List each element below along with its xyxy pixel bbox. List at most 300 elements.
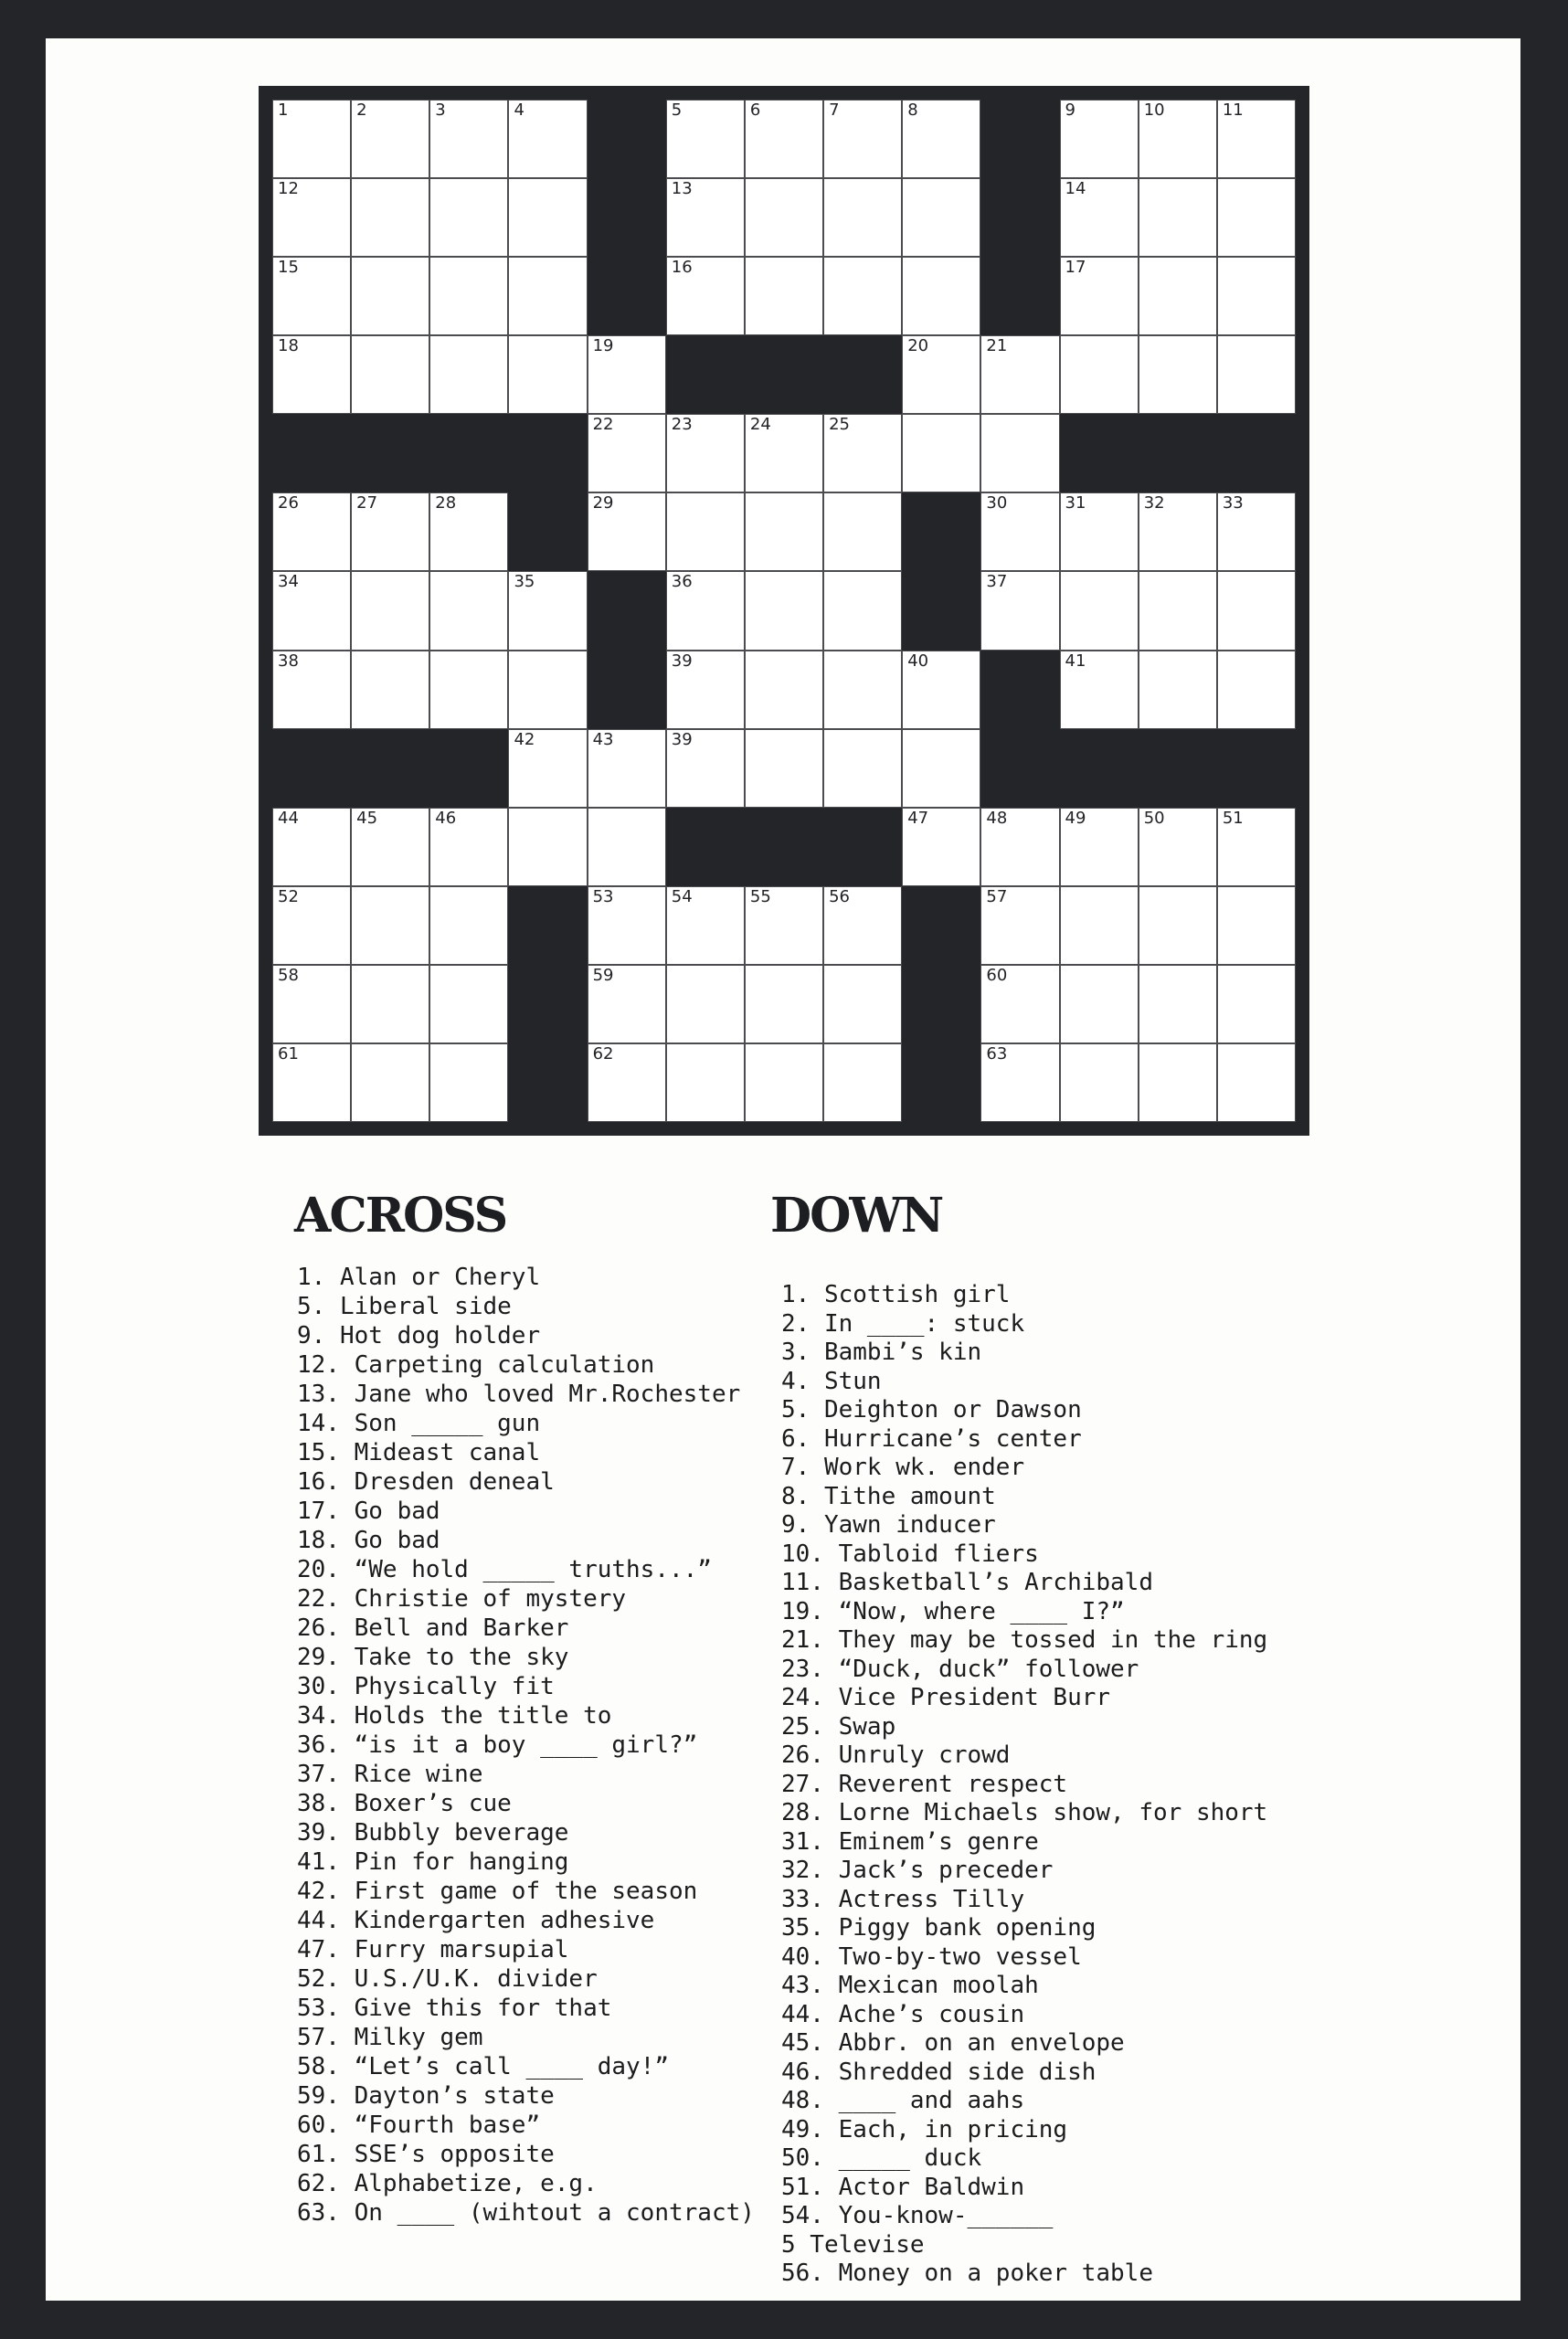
cell-number: 63 [986,1043,1008,1064]
grid-cell [588,571,666,650]
grid-cell[interactable] [666,571,745,650]
cell-number: 22 [592,415,614,435]
grid-cell[interactable] [1139,651,1217,729]
grid-cell[interactable] [1139,492,1217,571]
down-clue: 4. Stun [781,1367,882,1395]
down-clue: 19. “Now, where ____ I?” [781,1597,1125,1625]
cell-number: 4 [514,101,524,120]
cell-number: 53 [592,886,614,906]
grid-cell[interactable] [666,492,745,571]
grid-cell [745,335,823,414]
grid-cell[interactable] [745,965,823,1043]
grid-cell[interactable] [1139,178,1217,257]
down-clues-list [781,1281,1330,2289]
grid-cell [980,257,1059,335]
grid-cell[interactable] [351,335,429,414]
grid-cell[interactable] [823,257,902,335]
grid-cell[interactable] [823,729,902,808]
grid-cell[interactable] [508,335,587,414]
grid-cell [980,178,1059,257]
down-clue: 31. Eminem’s genre [781,1827,1039,1856]
grid-cell[interactable] [351,886,429,965]
grid-cell [588,257,666,335]
cell-number: 36 [671,572,693,592]
cell-number: 46 [435,808,457,828]
grid-cell[interactable] [1060,335,1139,414]
grid-cell [745,808,823,886]
cell-number: 35 [514,572,535,592]
cell-number: 39 [671,651,693,671]
across-clue: 30. Physically fit [297,1673,555,1700]
across-clue: 26. Bell and Barker [297,1614,569,1642]
across-clue: 18. Go bad [297,1527,440,1554]
grid-cell[interactable] [351,1043,429,1122]
cell-number: 10 [1143,101,1165,120]
grid-cell[interactable] [429,651,508,729]
grid-cell[interactable] [666,729,745,808]
grid-cell [666,808,745,886]
down-clue: 46. Shredded side dish [781,2058,1097,2086]
grid-cell [508,1043,587,1122]
grid-cell[interactable] [823,571,902,650]
cell-number: 41 [1065,651,1086,671]
grid-cell [980,729,1059,808]
grid-cell[interactable] [1139,808,1217,886]
cell-number: 17 [1065,258,1086,278]
grid-cell[interactable] [666,651,745,729]
grid-cell[interactable] [272,965,351,1043]
grid-cell[interactable] [980,492,1059,571]
crossword-grid-cells [272,100,1296,1122]
grid-cell [902,571,980,650]
grid-cell[interactable] [902,414,980,492]
grid-cell [902,965,980,1043]
grid-cell[interactable] [588,965,666,1043]
cell-number: 15 [278,258,299,278]
grid-cell[interactable] [508,257,587,335]
grid-cell[interactable] [902,100,980,178]
across-clue: 58. “Let’s call ____ day!” [297,2053,669,2080]
across-clue: 36. “is it a boy ____ girl?” [297,1731,698,1759]
down-clue: 40. Two-by-two vessel [781,1942,1082,1971]
grid-cell[interactable] [1217,335,1296,414]
across-clue: 37. Rice wine [297,1761,483,1788]
grid-cell[interactable] [1217,100,1296,178]
grid-cell [351,414,429,492]
grid-cell[interactable] [666,414,745,492]
grid-cell[interactable] [588,414,666,492]
grid-cell[interactable] [1139,886,1217,965]
cell-number: 62 [592,1043,614,1064]
grid-cell [666,335,745,414]
down-clue: 49. Each, in pricing [781,2115,1068,2143]
grid-cell[interactable] [1217,257,1296,335]
across-clue: 47. Furry marsupial [297,1936,569,1963]
grid-cell[interactable] [745,414,823,492]
grid-cell[interactable] [272,651,351,729]
grid-cell[interactable] [1217,651,1296,729]
grid-cell[interactable] [1060,100,1139,178]
grid-cell[interactable] [588,492,666,571]
across-clue: 14. Son _____ gun [297,1410,541,1437]
grid-cell[interactable] [745,729,823,808]
cell-number: 29 [592,493,614,513]
grid-cell[interactable] [745,492,823,571]
cell-number: 49 [1065,808,1086,828]
across-clue: 61. SSE’s opposite [297,2141,555,2168]
cell-number: 40 [907,651,929,671]
down-clue: 24. Vice President Burr [781,1684,1111,1711]
grid-cell[interactable] [823,100,902,178]
grid-cell[interactable] [272,1043,351,1122]
grid-cell[interactable] [823,492,902,571]
grid-cell[interactable] [980,571,1059,650]
cell-number: 16 [671,258,693,278]
across-clue: 53. Give this for that [297,1995,612,2022]
cell-number: 14 [1065,179,1086,199]
grid-cell[interactable] [429,492,508,571]
grid-cell [1217,414,1296,492]
grid-cell [351,729,429,808]
grid-cell [1139,729,1217,808]
grid-cell[interactable] [902,808,980,886]
across-clue: 44. Kindergarten adhesive [297,1907,655,1934]
across-clue: 41. Pin for hanging [297,1848,569,1876]
cell-number: 24 [749,415,771,435]
grid-cell [429,414,508,492]
down-clue: 50. _____ duck [781,2144,982,2172]
grid-cell [508,492,587,571]
grid-cell[interactable] [508,571,587,650]
grid-cell[interactable] [980,414,1059,492]
cell-number: 7 [829,101,840,120]
down-clue: 11. Basketball’s Archibald [781,1569,1153,1596]
down-clue: 23. “Duck, duck” follower [781,1655,1139,1683]
across-clue: 16. Dresden deneal [297,1468,555,1496]
grid-cell[interactable] [1217,808,1296,886]
grid-cell[interactable] [823,651,902,729]
cell-number: 31 [1065,493,1086,513]
grid-cell [272,729,351,808]
grid-cell[interactable] [351,651,429,729]
cell-number: 21 [986,336,1008,356]
grid-cell[interactable] [351,808,429,886]
grid-cell[interactable] [272,886,351,965]
grid-cell[interactable] [902,257,980,335]
cell-number: 50 [1143,808,1165,828]
grid-cell [980,100,1059,178]
cell-number: 27 [356,493,378,513]
down-clue: 33. Actress Tilly [781,1885,1025,1913]
across-clue: 38. Boxer’s cue [297,1790,512,1817]
grid-cell[interactable] [902,729,980,808]
grid-cell[interactable] [745,651,823,729]
across-clue: 42. First game of the season [297,1878,698,1905]
grid-cell [588,178,666,257]
grid-cell[interactable] [588,886,666,965]
grid-cell [1060,729,1139,808]
cell-number: 57 [986,886,1008,906]
across-clue: 29. Take to the sky [297,1644,569,1671]
across-clue: 13. Jane who loved Mr.Rochester [297,1381,741,1408]
grid-cell[interactable] [823,414,902,492]
down-clue: 26. Unruly crowd [781,1741,1011,1769]
crossword-grid [259,86,1309,1136]
grid-cell[interactable] [429,100,508,178]
across-clue: 62. Alphabetize, e.g. [297,2170,598,2197]
cell-number: 56 [829,886,850,906]
grid-cell [1060,414,1139,492]
across-clue: 22. Christie of mystery [297,1585,627,1613]
cell-number: 52 [278,886,299,906]
grid-cell[interactable] [508,100,587,178]
grid-cell[interactable] [588,1043,666,1122]
down-clue: 27. Reverent respect [781,1770,1068,1798]
grid-cell[interactable] [351,965,429,1043]
cell-number: 60 [986,965,1008,985]
grid-cell[interactable] [351,492,429,571]
across-heading: ACROSS [294,1188,507,1244]
grid-cell[interactable] [351,178,429,257]
across-clue: 12. Carpeting calculation [297,1351,655,1379]
grid-cell [823,335,902,414]
grid-cell[interactable] [745,257,823,335]
grid-cell[interactable] [1139,571,1217,650]
cell-number: 28 [435,493,457,513]
cell-number: 19 [592,336,614,356]
grid-cell[interactable] [429,965,508,1043]
cell-number: 39 [671,729,693,749]
grid-cell[interactable] [666,178,745,257]
grid-cell[interactable] [1060,571,1139,650]
grid-cell[interactable] [351,257,429,335]
cell-number: 47 [907,808,929,828]
cell-number: 30 [986,493,1008,513]
across-clue: 15. Mideast canal [297,1439,541,1466]
down-clue: 28. Lorne Michaels show, for short [781,1799,1268,1826]
grid-cell [902,1043,980,1122]
grid-cell[interactable] [1217,178,1296,257]
grid-cell[interactable] [823,1043,902,1122]
grid-cell [980,651,1059,729]
down-clue: 43. Mexican moolah [781,1972,1039,1999]
cell-number: 38 [278,651,299,671]
grid-cell[interactable] [272,492,351,571]
cell-number: 43 [592,729,614,749]
across-clue: 1. Alan or Cheryl [297,1264,541,1291]
down-clue: 32. Jack’s preceder [781,1857,1054,1884]
grid-cell[interactable] [902,651,980,729]
grid-cell[interactable] [1060,492,1139,571]
grid-cell[interactable] [666,886,745,965]
across-clue: 17. Go bad [297,1498,440,1525]
cell-number: 20 [907,336,929,356]
cell-number: 58 [278,965,299,985]
grid-cell[interactable] [1060,808,1139,886]
grid-cell[interactable] [980,335,1059,414]
cell-number: 42 [514,729,535,749]
across-clues-list [297,1263,781,2228]
cell-number: 6 [749,101,761,120]
grid-cell [902,886,980,965]
grid-cell[interactable] [980,965,1059,1043]
grid-cell[interactable] [588,335,666,414]
grid-cell [902,492,980,571]
grid-cell[interactable] [272,257,351,335]
grid-cell[interactable] [272,808,351,886]
grid-cell[interactable] [429,571,508,650]
grid-cell[interactable] [980,1043,1059,1122]
grid-cell[interactable] [823,886,902,965]
grid-cell[interactable] [745,178,823,257]
grid-cell [429,729,508,808]
grid-cell[interactable] [508,808,587,886]
cell-number: 1 [278,101,289,120]
cell-number: 12 [278,179,299,199]
grid-cell[interactable] [1139,335,1217,414]
grid-cell [823,808,902,886]
grid-cell[interactable] [1139,100,1217,178]
grid-cell[interactable] [666,257,745,335]
grid-cell[interactable] [745,886,823,965]
across-clue: 20. “We hold _____ truths...” [297,1556,712,1583]
cell-number: 34 [278,572,299,592]
grid-cell[interactable] [1060,651,1139,729]
down-clue: 10. Tabloid fliers [781,1540,1039,1568]
grid-cell[interactable] [902,335,980,414]
cell-number: 33 [1222,493,1244,513]
across-clue: 9. Hot dog holder [297,1322,541,1349]
down-clue: 35. Piggy bank opening [781,1914,1097,1942]
grid-cell[interactable] [1060,1043,1139,1122]
grid-cell[interactable] [823,965,902,1043]
grid-cell[interactable] [429,808,508,886]
grid-cell[interactable] [351,571,429,650]
cell-number: 3 [435,101,446,120]
grid-cell [588,100,666,178]
cell-number: 9 [1065,101,1075,120]
cell-number: 51 [1222,808,1244,828]
grid-cell[interactable] [1060,886,1139,965]
cell-number: 48 [986,808,1008,828]
across-clue: 39. Bubbly beverage [297,1819,569,1847]
down-clue: 3. Bambi’s kin [781,1339,982,1366]
cell-number: 44 [278,808,299,828]
down-clue: 25. Swap [781,1712,896,1741]
grid-cell[interactable] [823,178,902,257]
cell-number: 45 [356,808,378,828]
cell-number: 54 [671,886,693,906]
grid-cell[interactable] [272,178,351,257]
grid-cell [1217,729,1296,808]
grid-cell[interactable] [1217,492,1296,571]
grid-cell[interactable] [902,178,980,257]
grid-cell[interactable] [429,1043,508,1122]
grid-cell[interactable] [745,571,823,650]
grid-cell[interactable] [1139,965,1217,1043]
grid-cell[interactable] [588,729,666,808]
grid-cell[interactable] [429,335,508,414]
across-clue: 5. Liberal side [297,1293,512,1320]
cell-number: 59 [592,965,614,985]
across-clue: 34. Holds the title to [297,1702,612,1730]
down-clue: 8. Tithe amount [781,1482,996,1510]
cell-number: 11 [1222,101,1244,120]
down-clue: 9. Yawn inducer [781,1511,996,1539]
down-clue: 51. Actor Baldwin [781,2173,1025,2201]
down-clue: 54. You-know-______ [781,2202,1054,2229]
grid-cell[interactable] [666,100,745,178]
grid-cell [1139,414,1217,492]
cell-number: 23 [671,415,693,435]
grid-cell[interactable] [272,571,351,650]
grid-cell[interactable] [429,178,508,257]
down-clue: 6. Hurricane’s center [781,1424,1082,1453]
grid-cell[interactable] [508,178,587,257]
grid-cell [588,651,666,729]
grid-cell[interactable] [1060,965,1139,1043]
cell-number: 5 [671,101,683,120]
grid-cell[interactable] [666,1043,745,1122]
grid-cell[interactable] [272,100,351,178]
cell-number: 55 [749,886,771,906]
down-clue: 21. They may be tossed in the ring [781,1626,1268,1654]
down-clue: 7. Work wk. ender [781,1454,1025,1481]
grid-cell[interactable] [666,965,745,1043]
cell-number: 26 [278,493,299,513]
grid-cell[interactable] [1217,1043,1296,1122]
grid-cell[interactable] [351,100,429,178]
grid-cell[interactable] [980,808,1059,886]
grid-cell [508,965,587,1043]
cell-number: 37 [986,572,1008,592]
grid-cell[interactable] [1139,257,1217,335]
across-clue: 59. Dayton’s state [297,2082,555,2110]
down-clue: 45. Abbr. on an envelope [781,2029,1125,2057]
grid-cell[interactable] [508,651,587,729]
grid-cell[interactable] [980,886,1059,965]
grid-cell[interactable] [272,335,351,414]
cell-number: 25 [829,415,850,435]
grid-cell[interactable] [1060,178,1139,257]
grid-cell[interactable] [1217,886,1296,965]
cell-number: 61 [278,1043,299,1064]
cell-number: 32 [1143,493,1165,513]
grid-cell[interactable] [1139,1043,1217,1122]
cell-number: 18 [278,336,299,356]
grid-cell[interactable] [429,886,508,965]
cell-number: 8 [907,101,918,120]
grid-cell [272,414,351,492]
grid-cell[interactable] [745,1043,823,1122]
grid-cell[interactable] [508,729,587,808]
grid-cell[interactable] [1217,965,1296,1043]
cell-number: 2 [356,101,367,120]
down-clue: 56. Money on a poker table [781,2260,1153,2287]
grid-cell[interactable] [1060,257,1139,335]
cell-number: 13 [671,179,693,199]
down-clue: 48. ____ and aahs [781,2087,1025,2114]
across-clue: 60. “Fourth base” [297,2111,541,2139]
grid-cell[interactable] [1217,571,1296,650]
grid-cell[interactable] [588,808,666,886]
down-clue: 44. Ache’s cousin [781,2000,1025,2028]
grid-cell[interactable] [429,257,508,335]
down-clue: 5. Deighton or Dawson [781,1396,1082,1424]
down-clue: 2. In ____: stuck [781,1309,1025,1338]
grid-cell [508,414,587,492]
grid-cell[interactable] [745,100,823,178]
